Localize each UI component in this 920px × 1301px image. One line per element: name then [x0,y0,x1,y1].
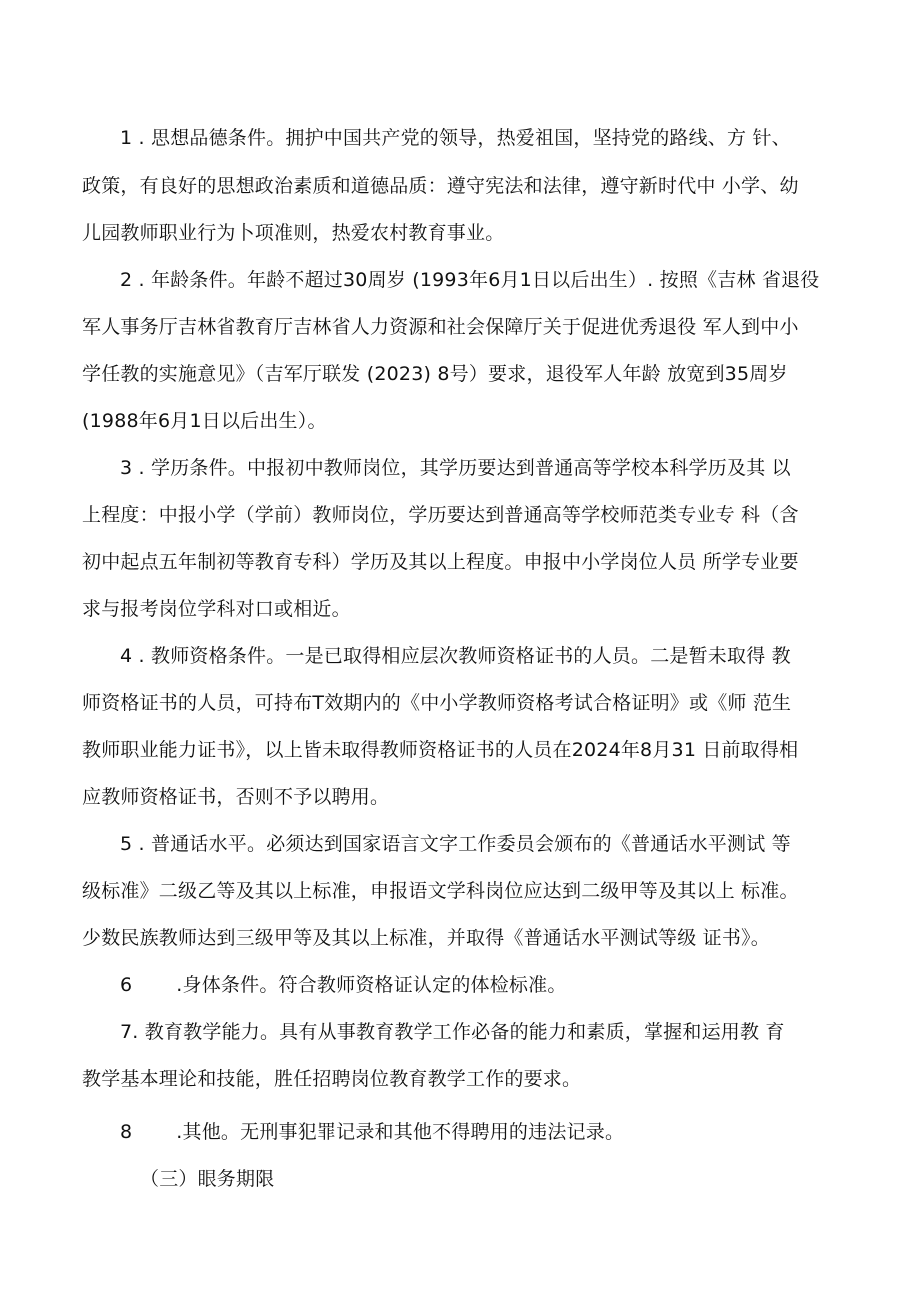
text-line: 军人事务厅吉林省教育厅吉林省人力资源和社会保障厅关于促进优秀退役 军人到中小 [82,316,799,338]
text-line: 2 . 年龄条件。年龄不超过30周岁 (1993年6月1日以后出生）. 按照《吉林 省退役 [120,269,820,291]
text-line: 级标准》二级乙等及其以上标准，申报语文学科岗位应达到二级甲等及其以上 标准。 [82,880,799,902]
text-line: 上程度：中报小学（学前）教师岗位，学历要达到普通高等学校师范类专业专 科（含 [82,504,799,526]
item-6 [120,972,880,998]
text-line: 1 . 思想品德条件。拥护中国共产党的领导，热爱祖国，坚持党的路线、方 针、 [120,127,791,149]
item-8 [120,1119,880,1145]
item-6-text: .身体条件。符合教师资格证认定的体检标准。 [176,974,567,996]
text-line: 学任教的实施意见》（吉军厅联发 (2023) 8号）要求，退役军人年龄 放宽到35周岁 [82,363,788,385]
text-line: 教学基本理论和技能，胜任招聘岗位教育教学工作的要求。 [82,1068,582,1090]
text-line: (1988年6月1日以后出生）。 [82,410,327,432]
text-line: 初中起点五年制初等教育专科）学历及其以上程度。申报中小学岗位人员 所学专业要 [82,551,799,573]
text-line: 5 . 普通话水平。必须达到国家语言文字工作委员会颁布的《普通话水平测试 等 [120,833,791,855]
text-line: 师资格证书的人员，可持布T效期内的《中小学教师资格考试合格证明》或《师 范生 [82,692,792,714]
text-line: 儿园教师职业行为卜项准则，热爱农村教育事业。 [82,222,505,244]
text-line: 4 . 教师资格条件。一是已取得相应层次教师资格证书的人员。二是暂未取得 教 [120,645,791,667]
text-line: 7. 教育教学能力。具有从事教育教学工作必备的能力和素质，掌握和运用教 育 [120,1021,785,1043]
text-line: 求与报考岗位学科对口或相近。 [82,598,351,620]
item-6-number: 6 [120,974,133,996]
text-line: 3 . 学历条件。中报初中教师岗位，其学历要达到普通高等学校本科学历及其 以 [120,457,791,479]
item-8-number: 8 [120,1121,133,1143]
section-heading: （三）眼务期限 [140,1168,275,1190]
text-line: 教师职业能力证书》，以上皆未取得教师资格证书的人员在2024年8月31 日前取得相 [82,739,799,761]
text-line: 政策，有良好的思想政治素质和道德品质：遵守宪法和法律，遵守新时代中 小学、幼 [82,175,799,197]
text-line: 少数民族教师达到三级甲等及其以上标准，并取得《普通话水平测试等级 证书》。 [82,927,770,949]
text-line: 应教师资格证书，否则不予以聘用。 [82,786,390,808]
item-8-text: .其他。无刑事犯罪记录和其他不得聘用的违法记录。 [176,1121,625,1143]
